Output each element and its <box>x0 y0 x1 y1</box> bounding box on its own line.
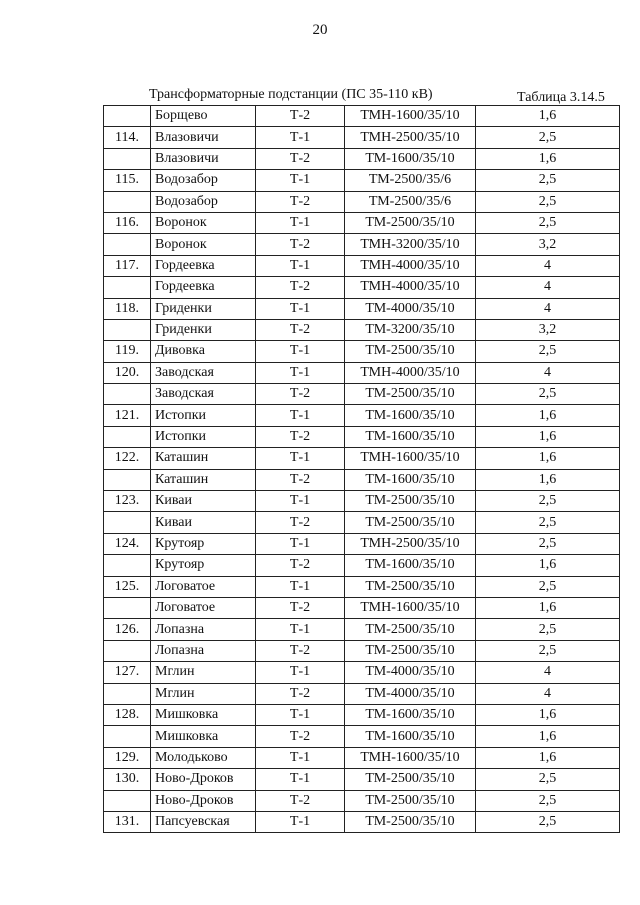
table-caption: Трансформаторные подстанции (ПС 35-110 кВ) <box>149 87 433 102</box>
row-number-cell <box>104 234 151 255</box>
table-row <box>104 811 620 832</box>
transformer-type-cell: ТМ-1600/35/10 <box>345 469 476 490</box>
substation-name-cell: Влазовичи <box>151 148 256 169</box>
power-mva-cell: 1,6 <box>476 469 620 490</box>
table-row <box>104 747 620 768</box>
substations-table <box>103 105 620 833</box>
table-row <box>104 277 620 298</box>
table-row <box>104 448 620 469</box>
substation-name-cell: Ново-Дроков <box>151 790 256 811</box>
power-mva-cell: 1,6 <box>476 148 620 169</box>
transformer-type-cell: ТМН-4000/35/10 <box>345 362 476 383</box>
power-mva-cell: 1,6 <box>476 448 620 469</box>
power-mva-cell: 2,5 <box>476 341 620 362</box>
row-number-cell: 131. <box>104 811 151 832</box>
substation-name-cell: Истопки <box>151 405 256 426</box>
substation-name-cell: Борщево <box>151 106 256 127</box>
power-mva-cell: 1,6 <box>476 726 620 747</box>
transformer-type-cell: ТМН-1600/35/10 <box>345 747 476 768</box>
table-row <box>104 491 620 512</box>
transformer-type-cell: ТМН-4000/35/10 <box>345 277 476 298</box>
transformer-type-cell: ТМН-3200/35/10 <box>345 234 476 255</box>
transformer-unit-cell: Т-2 <box>256 106 345 127</box>
transformer-unit-cell: Т-1 <box>256 212 345 233</box>
power-mva-cell: 4 <box>476 298 620 319</box>
substation-name-cell: Крутояр <box>151 555 256 576</box>
transformer-unit-cell: Т-1 <box>256 448 345 469</box>
transformer-type-cell: ТМ-2500/35/10 <box>345 769 476 790</box>
transformer-unit-cell: Т-1 <box>256 576 345 597</box>
transformer-type-cell: ТМ-2500/35/10 <box>345 212 476 233</box>
transformer-type-cell: ТМ-1600/35/10 <box>345 726 476 747</box>
substation-name-cell: Влазовичи <box>151 127 256 148</box>
transformer-type-cell: ТМ-4000/35/10 <box>345 662 476 683</box>
table-row <box>104 726 620 747</box>
power-mva-cell: 3,2 <box>476 234 620 255</box>
transformer-unit-cell: Т-2 <box>256 319 345 340</box>
table-row <box>104 319 620 340</box>
power-mva-cell: 4 <box>476 277 620 298</box>
table-row <box>104 191 620 212</box>
substation-name-cell: Молодьково <box>151 747 256 768</box>
power-mva-cell: 2,5 <box>476 640 620 661</box>
row-number-cell: 117. <box>104 255 151 276</box>
transformer-unit-cell: Т-2 <box>256 555 345 576</box>
substation-name-cell: Гордеевка <box>151 255 256 276</box>
substations-table-body <box>104 106 620 833</box>
power-mva-cell: 4 <box>476 662 620 683</box>
transformer-unit-cell: Т-1 <box>256 127 345 148</box>
row-number-cell: 120. <box>104 362 151 383</box>
transformer-type-cell: ТМ-1600/35/10 <box>345 148 476 169</box>
table-row <box>104 662 620 683</box>
substation-name-cell: Гриденки <box>151 319 256 340</box>
table-label: Таблица 3.14.5 <box>517 90 605 105</box>
table-row <box>104 576 620 597</box>
row-number-cell: 122. <box>104 448 151 469</box>
row-number-cell <box>104 726 151 747</box>
transformer-type-cell: ТМН-4000/35/10 <box>345 255 476 276</box>
table-row <box>104 170 620 191</box>
row-number-cell: 127. <box>104 662 151 683</box>
power-mva-cell: 2,5 <box>476 811 620 832</box>
transformer-unit-cell: Т-2 <box>256 790 345 811</box>
transformer-type-cell: ТМ-2500/35/10 <box>345 491 476 512</box>
power-mva-cell: 2,5 <box>476 576 620 597</box>
substation-name-cell: Лопазна <box>151 640 256 661</box>
transformer-unit-cell: Т-2 <box>256 277 345 298</box>
transformer-unit-cell: Т-1 <box>256 811 345 832</box>
table-row <box>104 469 620 490</box>
table-row <box>104 426 620 447</box>
row-number-cell: 126. <box>104 619 151 640</box>
power-mva-cell: 2,5 <box>476 384 620 405</box>
transformer-type-cell: ТМН-2500/35/10 <box>345 533 476 554</box>
transformer-unit-cell: Т-2 <box>256 640 345 661</box>
row-number-cell <box>104 384 151 405</box>
power-mva-cell: 1,6 <box>476 597 620 618</box>
row-number-cell: 119. <box>104 341 151 362</box>
power-mva-cell: 1,6 <box>476 106 620 127</box>
transformer-unit-cell: Т-1 <box>256 533 345 554</box>
substation-name-cell: Мглин <box>151 683 256 704</box>
power-mva-cell: 2,5 <box>476 533 620 554</box>
transformer-unit-cell: Т-1 <box>256 255 345 276</box>
row-number-cell: 129. <box>104 747 151 768</box>
substation-name-cell: Мишковка <box>151 726 256 747</box>
substation-name-cell: Мишковка <box>151 704 256 725</box>
transformer-type-cell: ТМН-1600/35/10 <box>345 448 476 469</box>
transformer-type-cell: ТМ-2500/35/6 <box>345 191 476 212</box>
transformer-type-cell: ТМ-2500/35/10 <box>345 512 476 533</box>
table-row <box>104 384 620 405</box>
row-number-cell <box>104 555 151 576</box>
transformer-type-cell: ТМ-4000/35/10 <box>345 683 476 704</box>
substation-name-cell: Каташин <box>151 448 256 469</box>
power-mva-cell: 2,5 <box>476 619 620 640</box>
row-number-cell <box>104 106 151 127</box>
row-number-cell <box>104 319 151 340</box>
table-row <box>104 298 620 319</box>
power-mva-cell: 3,2 <box>476 319 620 340</box>
transformer-type-cell: ТМН-1600/35/10 <box>345 106 476 127</box>
power-mva-cell: 2,5 <box>476 512 620 533</box>
transformer-unit-cell: Т-1 <box>256 341 345 362</box>
substation-name-cell: Логоватое <box>151 576 256 597</box>
row-number-cell: 116. <box>104 212 151 233</box>
transformer-type-cell: ТМ-3200/35/10 <box>345 319 476 340</box>
transformer-type-cell: ТМ-2500/35/10 <box>345 341 476 362</box>
transformer-unit-cell: Т-1 <box>256 662 345 683</box>
transformer-unit-cell: Т-1 <box>256 170 345 191</box>
transformer-unit-cell: Т-2 <box>256 597 345 618</box>
table-row <box>104 255 620 276</box>
substation-name-cell: Мглин <box>151 662 256 683</box>
transformer-type-cell: ТМ-4000/35/10 <box>345 298 476 319</box>
transformer-unit-cell: Т-1 <box>256 405 345 426</box>
row-number-cell <box>104 597 151 618</box>
power-mva-cell: 4 <box>476 255 620 276</box>
power-mva-cell: 4 <box>476 362 620 383</box>
substation-name-cell: Киваи <box>151 491 256 512</box>
transformer-unit-cell: Т-1 <box>256 298 345 319</box>
transformer-type-cell: ТМ-1600/35/10 <box>345 555 476 576</box>
row-number-cell: 125. <box>104 576 151 597</box>
table-row <box>104 127 620 148</box>
row-number-cell: 130. <box>104 769 151 790</box>
substation-name-cell: Каташин <box>151 469 256 490</box>
transformer-unit-cell: Т-1 <box>256 362 345 383</box>
transformer-unit-cell: Т-2 <box>256 384 345 405</box>
row-number-cell: 121. <box>104 405 151 426</box>
power-mva-cell: 2,5 <box>476 491 620 512</box>
substation-name-cell: Воронок <box>151 234 256 255</box>
substation-name-cell: Логоватое <box>151 597 256 618</box>
transformer-unit-cell: Т-1 <box>256 704 345 725</box>
transformer-type-cell: ТМ-2500/35/10 <box>345 384 476 405</box>
substation-name-cell: Истопки <box>151 426 256 447</box>
transformer-unit-cell: Т-1 <box>256 769 345 790</box>
substation-name-cell: Киваи <box>151 512 256 533</box>
power-mva-cell: 2,5 <box>476 127 620 148</box>
transformer-type-cell: ТМ-2500/35/10 <box>345 619 476 640</box>
substation-name-cell: Воронок <box>151 212 256 233</box>
power-mva-cell: 1,6 <box>476 704 620 725</box>
table-row <box>104 704 620 725</box>
row-number-cell <box>104 512 151 533</box>
row-number-cell: 115. <box>104 170 151 191</box>
row-number-cell <box>104 469 151 490</box>
table-row <box>104 619 620 640</box>
substation-name-cell: Заводская <box>151 384 256 405</box>
table-row <box>104 512 620 533</box>
substation-name-cell: Гордеевка <box>151 277 256 298</box>
power-mva-cell: 2,5 <box>476 790 620 811</box>
power-mva-cell: 2,5 <box>476 769 620 790</box>
row-number-cell: 114. <box>104 127 151 148</box>
table-row <box>104 234 620 255</box>
transformer-unit-cell: Т-2 <box>256 469 345 490</box>
transformer-type-cell: ТМ-1600/35/10 <box>345 426 476 447</box>
power-mva-cell: 1,6 <box>476 555 620 576</box>
transformer-type-cell: ТМ-2500/35/10 <box>345 576 476 597</box>
transformer-unit-cell: Т-1 <box>256 619 345 640</box>
table-row <box>104 106 620 127</box>
row-number-cell: 118. <box>104 298 151 319</box>
transformer-type-cell: ТМ-2500/35/10 <box>345 790 476 811</box>
row-number-cell <box>104 790 151 811</box>
transformer-type-cell: ТМН-2500/35/10 <box>345 127 476 148</box>
table-row <box>104 769 620 790</box>
transformer-unit-cell: Т-2 <box>256 191 345 212</box>
substation-name-cell: Ново-Дроков <box>151 769 256 790</box>
power-mva-cell: 4 <box>476 683 620 704</box>
row-number-cell <box>104 640 151 661</box>
transformer-unit-cell: Т-2 <box>256 148 345 169</box>
table-row <box>104 341 620 362</box>
power-mva-cell: 2,5 <box>476 212 620 233</box>
table-row <box>104 597 620 618</box>
power-mva-cell: 1,6 <box>476 405 620 426</box>
row-number-cell <box>104 683 151 704</box>
power-mva-cell: 1,6 <box>476 426 620 447</box>
table-row <box>104 555 620 576</box>
transformer-type-cell: ТМ-1600/35/10 <box>345 405 476 426</box>
substation-name-cell: Дивовка <box>151 341 256 362</box>
substation-name-cell: Водозабор <box>151 191 256 212</box>
transformer-unit-cell: Т-1 <box>256 491 345 512</box>
transformer-unit-cell: Т-1 <box>256 747 345 768</box>
row-number-cell <box>104 148 151 169</box>
transformer-type-cell: ТМН-1600/35/10 <box>345 597 476 618</box>
substation-name-cell: Водозабор <box>151 170 256 191</box>
transformer-type-cell: ТМ-1600/35/10 <box>345 704 476 725</box>
power-mva-cell: 1,6 <box>476 747 620 768</box>
transformer-type-cell: ТМ-2500/35/10 <box>345 811 476 832</box>
row-number-cell: 128. <box>104 704 151 725</box>
table-row <box>104 362 620 383</box>
table-row <box>104 212 620 233</box>
transformer-unit-cell: Т-2 <box>256 512 345 533</box>
power-mva-cell: 2,5 <box>476 191 620 212</box>
row-number-cell <box>104 426 151 447</box>
power-mva-cell: 2,5 <box>476 170 620 191</box>
transformer-unit-cell: Т-2 <box>256 234 345 255</box>
table-row <box>104 683 620 704</box>
substation-name-cell: Крутояр <box>151 533 256 554</box>
substation-name-cell: Папсуевская <box>151 811 256 832</box>
table-row <box>104 533 620 554</box>
table-row <box>104 790 620 811</box>
transformer-unit-cell: Т-2 <box>256 426 345 447</box>
row-number-cell: 123. <box>104 491 151 512</box>
table-row <box>104 405 620 426</box>
substation-name-cell: Гриденки <box>151 298 256 319</box>
substation-name-cell: Заводская <box>151 362 256 383</box>
row-number-cell <box>104 277 151 298</box>
transformer-unit-cell: Т-2 <box>256 683 345 704</box>
transformer-type-cell: ТМ-2500/35/6 <box>345 170 476 191</box>
transformer-type-cell: ТМ-2500/35/10 <box>345 640 476 661</box>
table-row <box>104 640 620 661</box>
transformer-unit-cell: Т-2 <box>256 726 345 747</box>
row-number-cell: 124. <box>104 533 151 554</box>
substation-name-cell: Лопазна <box>151 619 256 640</box>
table-row <box>104 148 620 169</box>
page-number: 20 <box>312 22 328 38</box>
row-number-cell <box>104 191 151 212</box>
